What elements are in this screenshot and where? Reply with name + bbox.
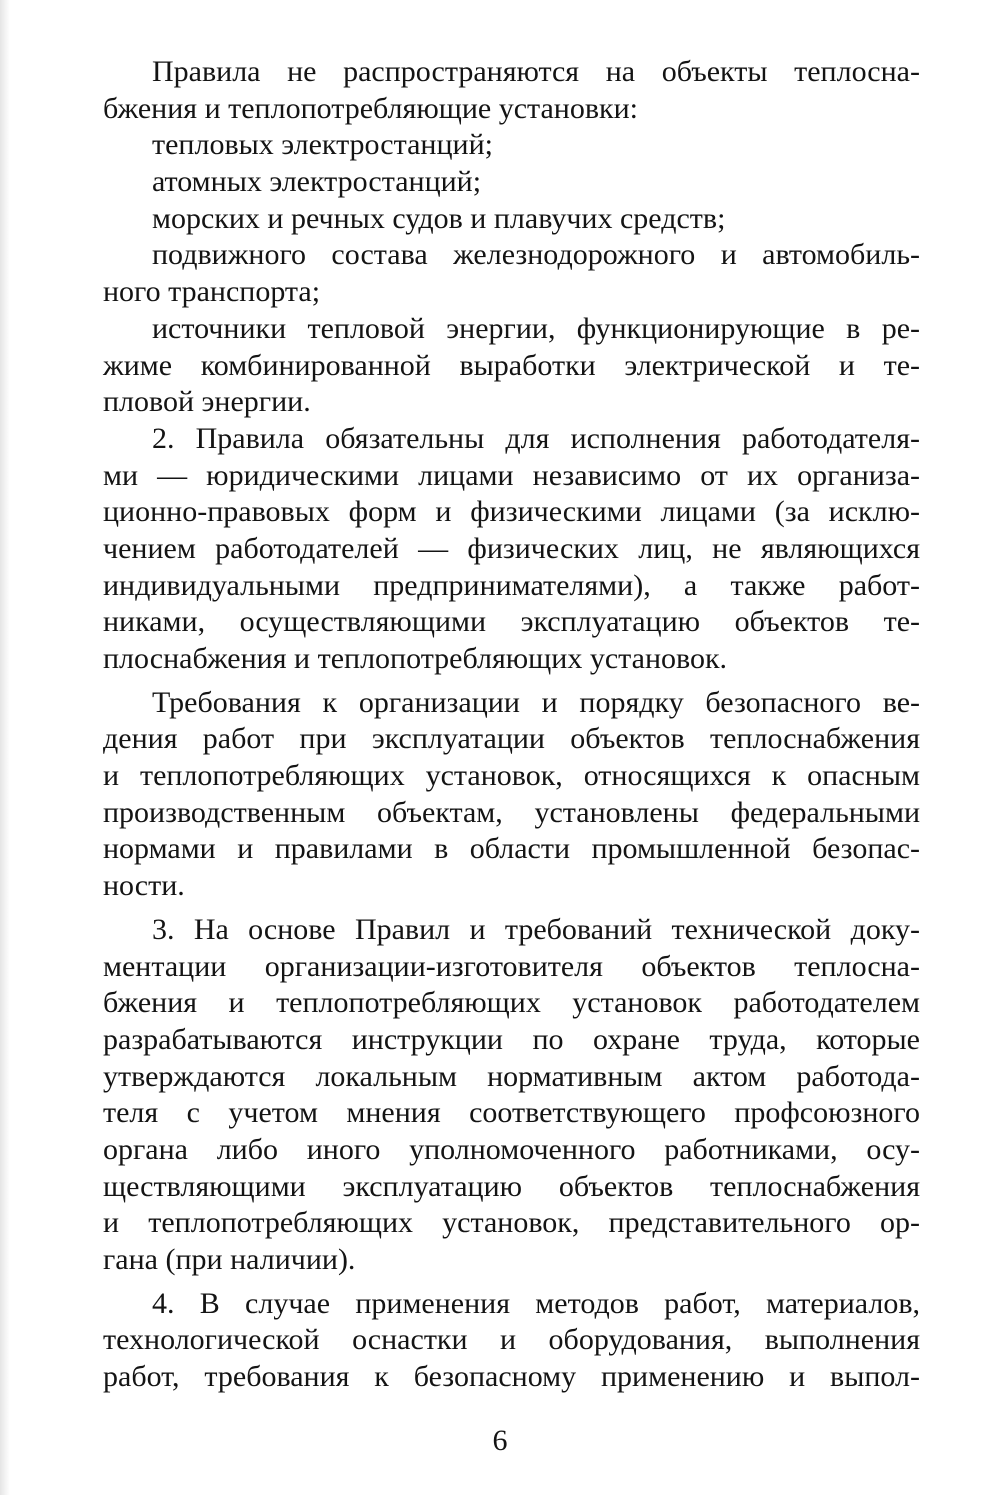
list-item-heat-sources xyxy=(103,311,920,421)
text-line: бжения и теплопотребляющие установки: xyxy=(103,91,638,125)
text-line: чением работодателей — физических лиц, не являющихся xyxy=(103,531,920,565)
text-line: ционно-правовых форм и физическими лицами (за исклю- xyxy=(103,495,920,529)
text-line: индивидуальными предпринимателями), а также работ- xyxy=(103,568,920,602)
text-line: ного транспорта; xyxy=(103,275,321,309)
paragraph-clause-3 xyxy=(103,912,920,1279)
text-line: Требования к организации и порядку безопасного ве- xyxy=(152,685,920,719)
text-line: утверждаются локальным нормативным актом работода- xyxy=(103,1059,920,1093)
text-line: морских и речных судов и плавучих средств; xyxy=(152,201,726,235)
text-line: 3. На основе Правил и требований технической доку- xyxy=(152,912,920,946)
text-line: дения работ при эксплуатации объектов теплоснабжения xyxy=(103,722,920,756)
text-line: гана (при наличии). xyxy=(103,1243,356,1276)
text-line: технологической оснастки и оборудования, выполнения xyxy=(103,1323,920,1357)
text-line: теля с учетом мнения соответствующего профсоюзного xyxy=(103,1096,920,1130)
list-item-thermal-power-plants xyxy=(103,127,920,164)
body-text xyxy=(103,54,920,1396)
text-line: и теплопотребляющих установок, относящихся к опасным xyxy=(103,759,920,793)
text-line: тепловых электростанций; xyxy=(152,128,493,162)
text-line: источники тепловой энергии, функционирующие в ре- xyxy=(152,311,920,345)
text-line: подвижного состава железнодорожного и автомобиль- xyxy=(152,238,920,272)
text-line: Правила не распространяются на объекты теплосна- xyxy=(152,55,920,88)
paragraph-safety-requirements xyxy=(103,685,920,905)
text-line: ментации организации-изготовителя объектов теплосна- xyxy=(103,949,920,983)
text-line: ми — юридическими лицами независимо от их организа- xyxy=(103,458,920,492)
list-item-vessels xyxy=(103,201,920,238)
text-line: ществляющими эксплуатацию объектов теплоснабжения xyxy=(103,1169,920,1203)
paragraph-clause-2 xyxy=(103,421,920,678)
list-item-rolling-stock xyxy=(103,237,920,310)
text-line: никами, осуществляющими эксплуатацию объектов те- xyxy=(103,605,920,639)
text-line: разрабатываются инструкции по охране труда, которые xyxy=(103,1022,920,1056)
text-line: и теплопотребляющих установок, представительного ор- xyxy=(103,1206,920,1240)
text-line: нормами и правилами в области промышленной безопас- xyxy=(103,832,920,866)
text-line: ности. xyxy=(103,869,185,903)
text-line: пловой энергии. xyxy=(103,385,311,419)
paragraph-scope xyxy=(103,54,920,127)
list-item-nuclear-power-plants xyxy=(103,164,920,201)
page-number: 6 xyxy=(492,1424,508,1457)
text-line: бжения и теплопотребляющих установок работодателем xyxy=(103,986,920,1020)
text-line: атомных электростанций; xyxy=(152,165,482,199)
scan-edge-shadow xyxy=(0,0,10,1495)
text-line: органа либо иного уполномоченного работниками, осу- xyxy=(103,1132,920,1166)
text-line: 4. В случае применения методов работ, материалов, xyxy=(152,1286,920,1320)
text-line: плоснабжения и теплопотребляющих установок. xyxy=(103,642,728,675)
paragraph-clause-4 xyxy=(103,1286,920,1396)
text-line: производственным объектам, установлены федеральными xyxy=(103,795,920,829)
text-line: 2. Правила обязательны для исполнения работодателя- xyxy=(152,421,920,455)
text-line: жиме комбинированной выработки электрической и те- xyxy=(103,348,920,382)
text-line: работ, требования к безопасному применению и выпол- xyxy=(103,1360,920,1394)
